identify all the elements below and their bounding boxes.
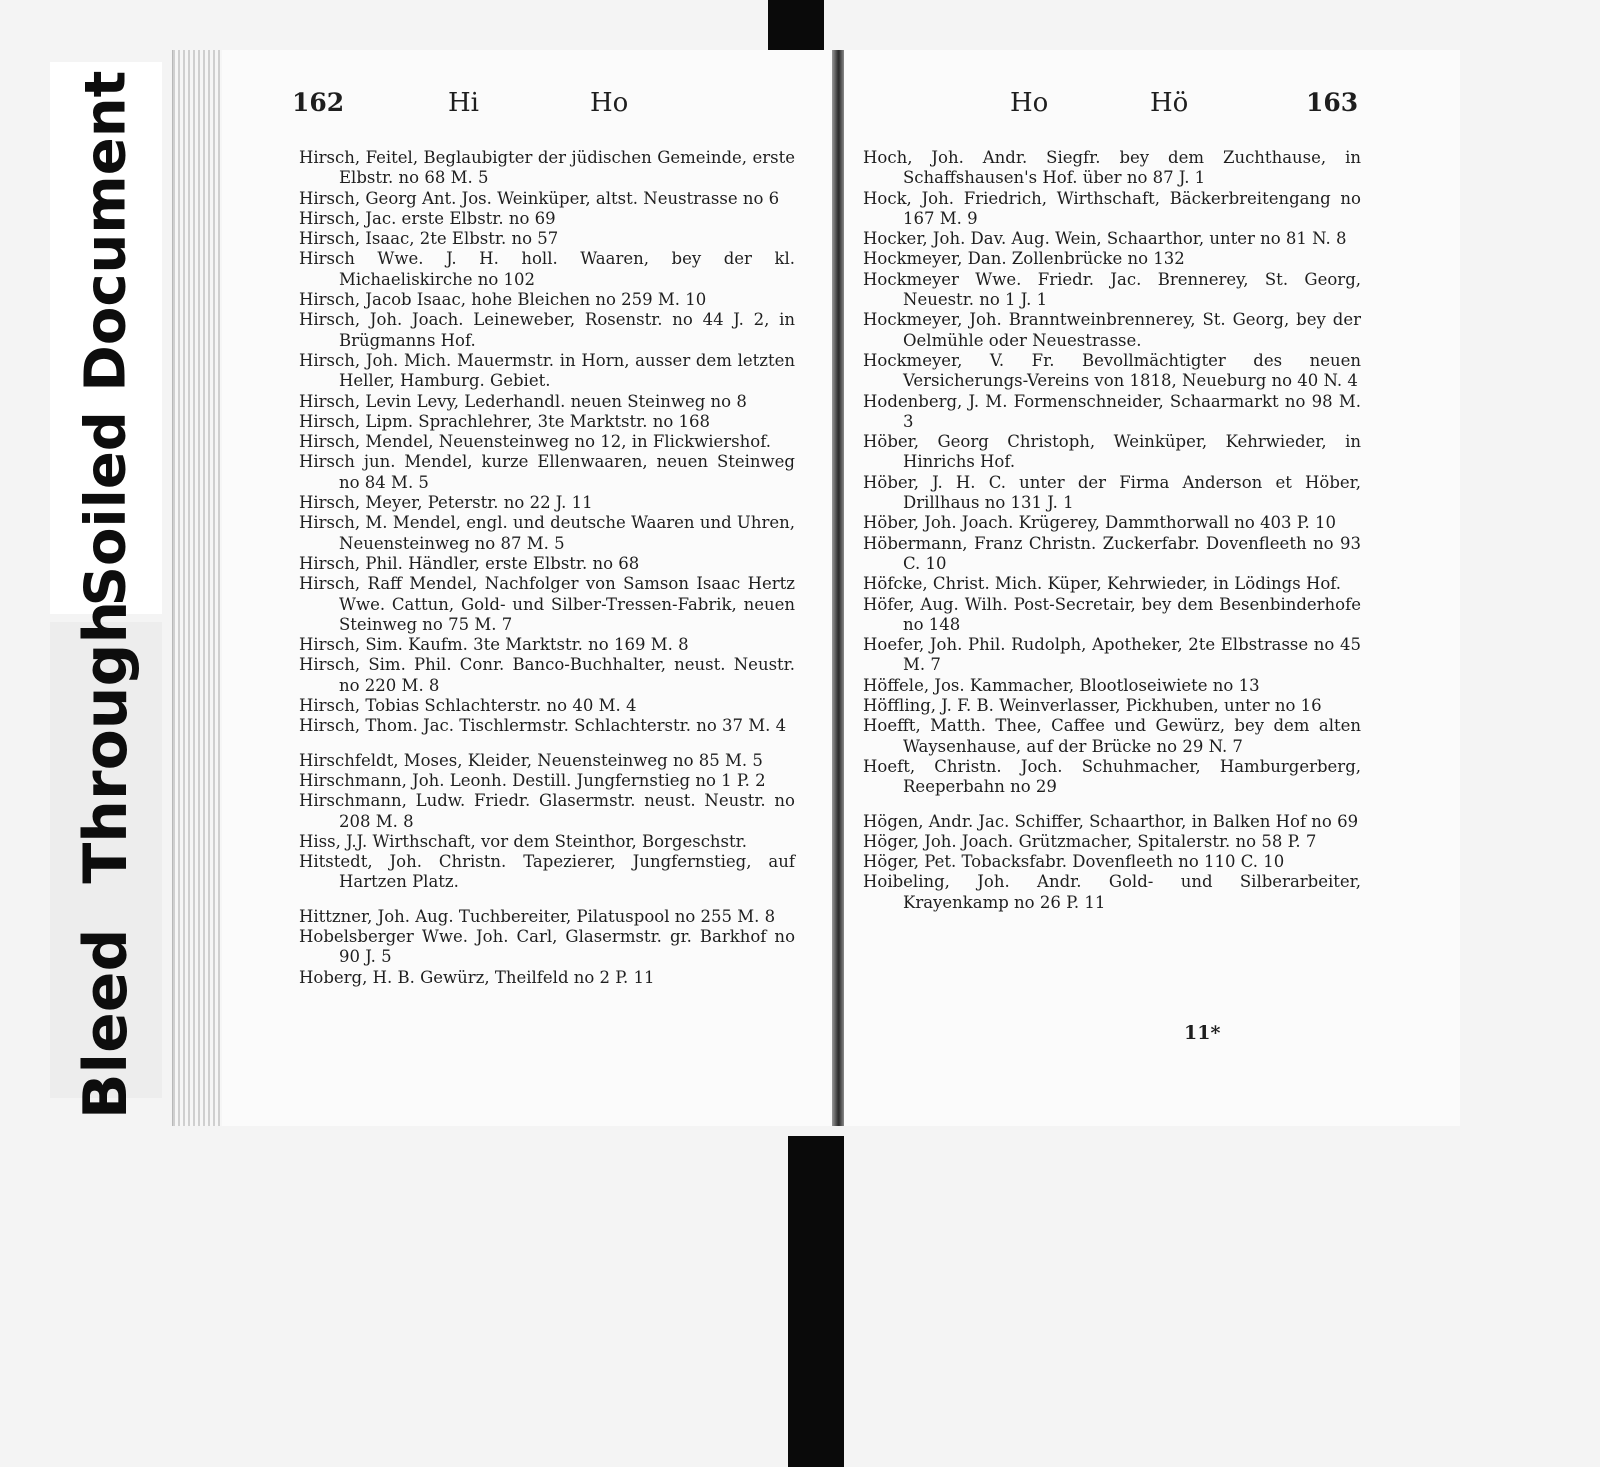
- directory-entry: Hirsch, M. Mendel, engl. und deutsche Waaren und Uhren, Neuensteinweg no 87 M. 5: [299, 513, 795, 553]
- directory-entry: Höbermann, Franz Christn. Zuckerfabr. Dovenfleeth no 93 C. 10: [863, 533, 1361, 573]
- left-header-right: Ho: [590, 88, 629, 118]
- directory-entry: Höffling, J. F. B. Weinverlasser, Pickhuben, unter no 16: [863, 696, 1322, 716]
- directory-entry: Hoeft, Christn. Joch. Schuhmacher, Hamburgerberg, Reeperbahn no 29: [863, 756, 1361, 797]
- soiled-document-label: Soiled Document: [73, 70, 139, 606]
- directory-entry: Hirsch, Lipm. Sprachlehrer, 3te Marktstr. no 168: [299, 411, 711, 431]
- right-header-left: Ho: [1010, 88, 1049, 118]
- directory-entry: Hitstedt, Joh. Christn. Tapezierer, Jungfernstieg, auf Hartzen Platz.: [299, 852, 795, 892]
- directory-entry: Höfcke, Christ. Mich. Küper, Kehrwieder, in Lödings Hof.: [863, 574, 1342, 594]
- directory-entry: Hoch, Joh. Andr. Siegfr. bey dem Zuchthause, in Schaffshausen's Hof. über no 87 J. 1: [863, 148, 1361, 188]
- directory-entry: Hocker, Joh. Dav. Aug. Wein, Schaarthor, unter no 81 N. 8: [863, 229, 1347, 249]
- directory-entry: Höber, J. H. C. unter der Firma Anderson et Höber, Drillhaus no 131 J. 1: [863, 472, 1361, 513]
- directory-entry: Höger, Joh. Joach. Grützmacher, Spitalerstr. no 58 P. 7: [863, 831, 1317, 851]
- soiled-document-label-strip: [50, 62, 162, 614]
- directory-entry: Hirsch jun. Mendel, kurze Ellenwaaren, neuen Steinweg no 84 M. 5: [299, 452, 795, 492]
- signature-mark: 11*: [1184, 1022, 1221, 1044]
- directory-entry: Hirsch, Phil. Händler, erste Elbstr. no 68: [299, 553, 640, 573]
- directory-entry: Hirsch, Meyer, Peterstr. no 22 J. 11: [299, 493, 593, 513]
- directory-entry: Höfer, Aug. Wilh. Post-Secretair, bey dem Besenbinderhofe no 148: [863, 594, 1361, 634]
- directory-entry: Hittzner, Joh. Aug. Tuchbereiter, Pilatuspool no 255 M. 8: [299, 906, 776, 926]
- directory-entry: Hockmeyer, Dan. Zollenbrücke no 132: [863, 249, 1185, 269]
- directory-entry: Hirsch, Tobias Schlachterstr. no 40 M. 4: [299, 696, 637, 716]
- directory-entry: Hock, Joh. Friedrich, Wirthschaft, Bäckerbreitengang no 167 M. 9: [863, 188, 1361, 228]
- right-page: [844, 50, 1460, 1126]
- right-page-number: 163: [1306, 88, 1359, 117]
- directory-entry: Hoefer, Joh. Phil. Rudolph, Apotheker, 2te Elbstrasse no 45 M. 7: [863, 635, 1361, 675]
- left-header-left: Hi: [448, 88, 479, 118]
- right-header-right: Hö: [1150, 88, 1189, 118]
- right-entries: [863, 148, 1361, 913]
- directory-entry: Hirschmann, Ludw. Friedr. Glasermstr. neust. Neustr. no 208 M. 8: [299, 791, 795, 831]
- directory-entry: Höber, Joh. Joach. Krügerey, Dammthorwall no 403 P. 10: [863, 513, 1337, 533]
- directory-entry: Hirsch, Sim. Kaufm. 3te Marktstr. no 169 M. 8: [299, 635, 689, 655]
- left-page: [222, 50, 838, 1126]
- directory-entry: Hodenberg, J. M. Formenschneider, Schaarmarkt no 98 M. 3: [863, 391, 1361, 431]
- directory-entry: Hiss, J.J. Wirthschaft, vor dem Steinthor, Borgeschstr.: [299, 831, 747, 851]
- directory-entry: Höffele, Jos. Kammacher, Blootloseiwiete no 13: [863, 675, 1260, 695]
- bleed-through-label-strip: [50, 600, 162, 1120]
- left-page-number: 162: [292, 88, 345, 117]
- directory-entry: Hirschmann, Joh. Leonh. Destill. Jungfernstieg no 1 P. 2: [299, 770, 766, 790]
- directory-entry: Höber, Georg Christoph, Weinküper, Kehrwieder, in Hinrichs Hof.: [863, 432, 1361, 472]
- directory-entry: Hoberg, H. B. Gewürz, Theilfeld no 2 P. 11: [299, 967, 655, 987]
- directory-entry: Hoefft, Matth. Thee, Caffee und Gewürz, bey dem alten Waysenhause, auf der Brücke no 29 N. 7: [863, 716, 1361, 756]
- directory-entry: Hirsch, Joh. Mich. Mauermstr. in Horn, ausser dem letzten Heller, Hamburg. Gebiet.: [299, 350, 795, 391]
- directory-entry: Hirsch, Joh. Joach. Leineweber, Rosenstr. no 44 J. 2, in Brügmanns Hof.: [299, 310, 795, 350]
- directory-entry: Hirsch, Mendel, Neuensteinweg no 12, in Flickwiershof.: [299, 432, 771, 452]
- directory-entry: Hirsch, Georg Ant. Jos. Weinküper, altst. Neustrasse no 6: [299, 188, 780, 208]
- directory-entry: Hockmeyer, Joh. Branntweinbrennerey, St. Georg, bey der Oelmühle oder Neuestrasse.: [863, 310, 1361, 350]
- left-entries: [299, 148, 795, 988]
- directory-entry: Hirschfeldt, Moses, Kleider, Neuensteinweg no 85 M. 5: [299, 750, 763, 770]
- directory-entry: Hockmeyer, V. Fr. Bevollmächtigter des neuen Versicherungs-Vereins von 1818, Neueburg no 40 N. 4: [863, 350, 1361, 391]
- directory-entry: Hirsch, Sim. Phil. Conr. Banco-Buchhalter, neust. Neustr. no 220 M. 8: [299, 655, 795, 695]
- directory-entry: Hirsch, Isaac, 2te Elbstr. no 57: [299, 229, 559, 249]
- directory-entry: Hirsch Wwe. J. H. holl. Waaren, bey der kl. Michaeliskirche no 102: [299, 249, 795, 289]
- directory-entry: Hobelsberger Wwe. Joh. Carl, Glasermstr. gr. Barkhof no 90 J. 5: [299, 926, 795, 967]
- directory-entry: Höger, Pet. Tobacksfabr. Dovenfleeth no 110 C. 10: [863, 852, 1285, 872]
- bleed-through-label: Bleed Through: [71, 600, 142, 1120]
- binding-bar-bottom: [788, 1136, 844, 1467]
- directory-entry: Hirsch, Jac. erste Elbstr. no 69: [299, 208, 556, 228]
- directory-entry: Hoibeling, Joh. Andr. Gold- und Silberarbeiter, Krayenkamp no 26 P. 11: [863, 872, 1361, 912]
- directory-entry: Hirsch, Levin Levy, Lederhandl. neuen Steinweg no 8: [299, 391, 747, 411]
- page-stack-edge: [172, 50, 225, 1126]
- directory-entry: Hirsch, Jacob Isaac, hohe Bleichen no 259 M. 10: [299, 290, 707, 310]
- directory-entry: Hirsch, Feitel, Beglaubigter der jüdischen Gemeinde, erste Elbstr. no 68 M. 5: [299, 148, 795, 188]
- directory-entry: Hirsch, Thom. Jac. Tischlermstr. Schlachterstr. no 37 M. 4: [299, 716, 787, 736]
- directory-entry: Hockmeyer Wwe. Friedr. Jac. Brennerey, St. Georg, Neuestr. no 1 J. 1: [863, 269, 1361, 310]
- directory-entry: Hirsch, Raff Mendel, Nachfolger von Samson Isaac Hertz Wwe. Cattun, Gold- und Silber-Tressen-Fabrik, neuen Steinweg no 75 M. 7: [299, 574, 795, 634]
- directory-entry: Högen, Andr. Jac. Schiffer, Schaarthor, in Balken Hof no 69: [863, 811, 1359, 831]
